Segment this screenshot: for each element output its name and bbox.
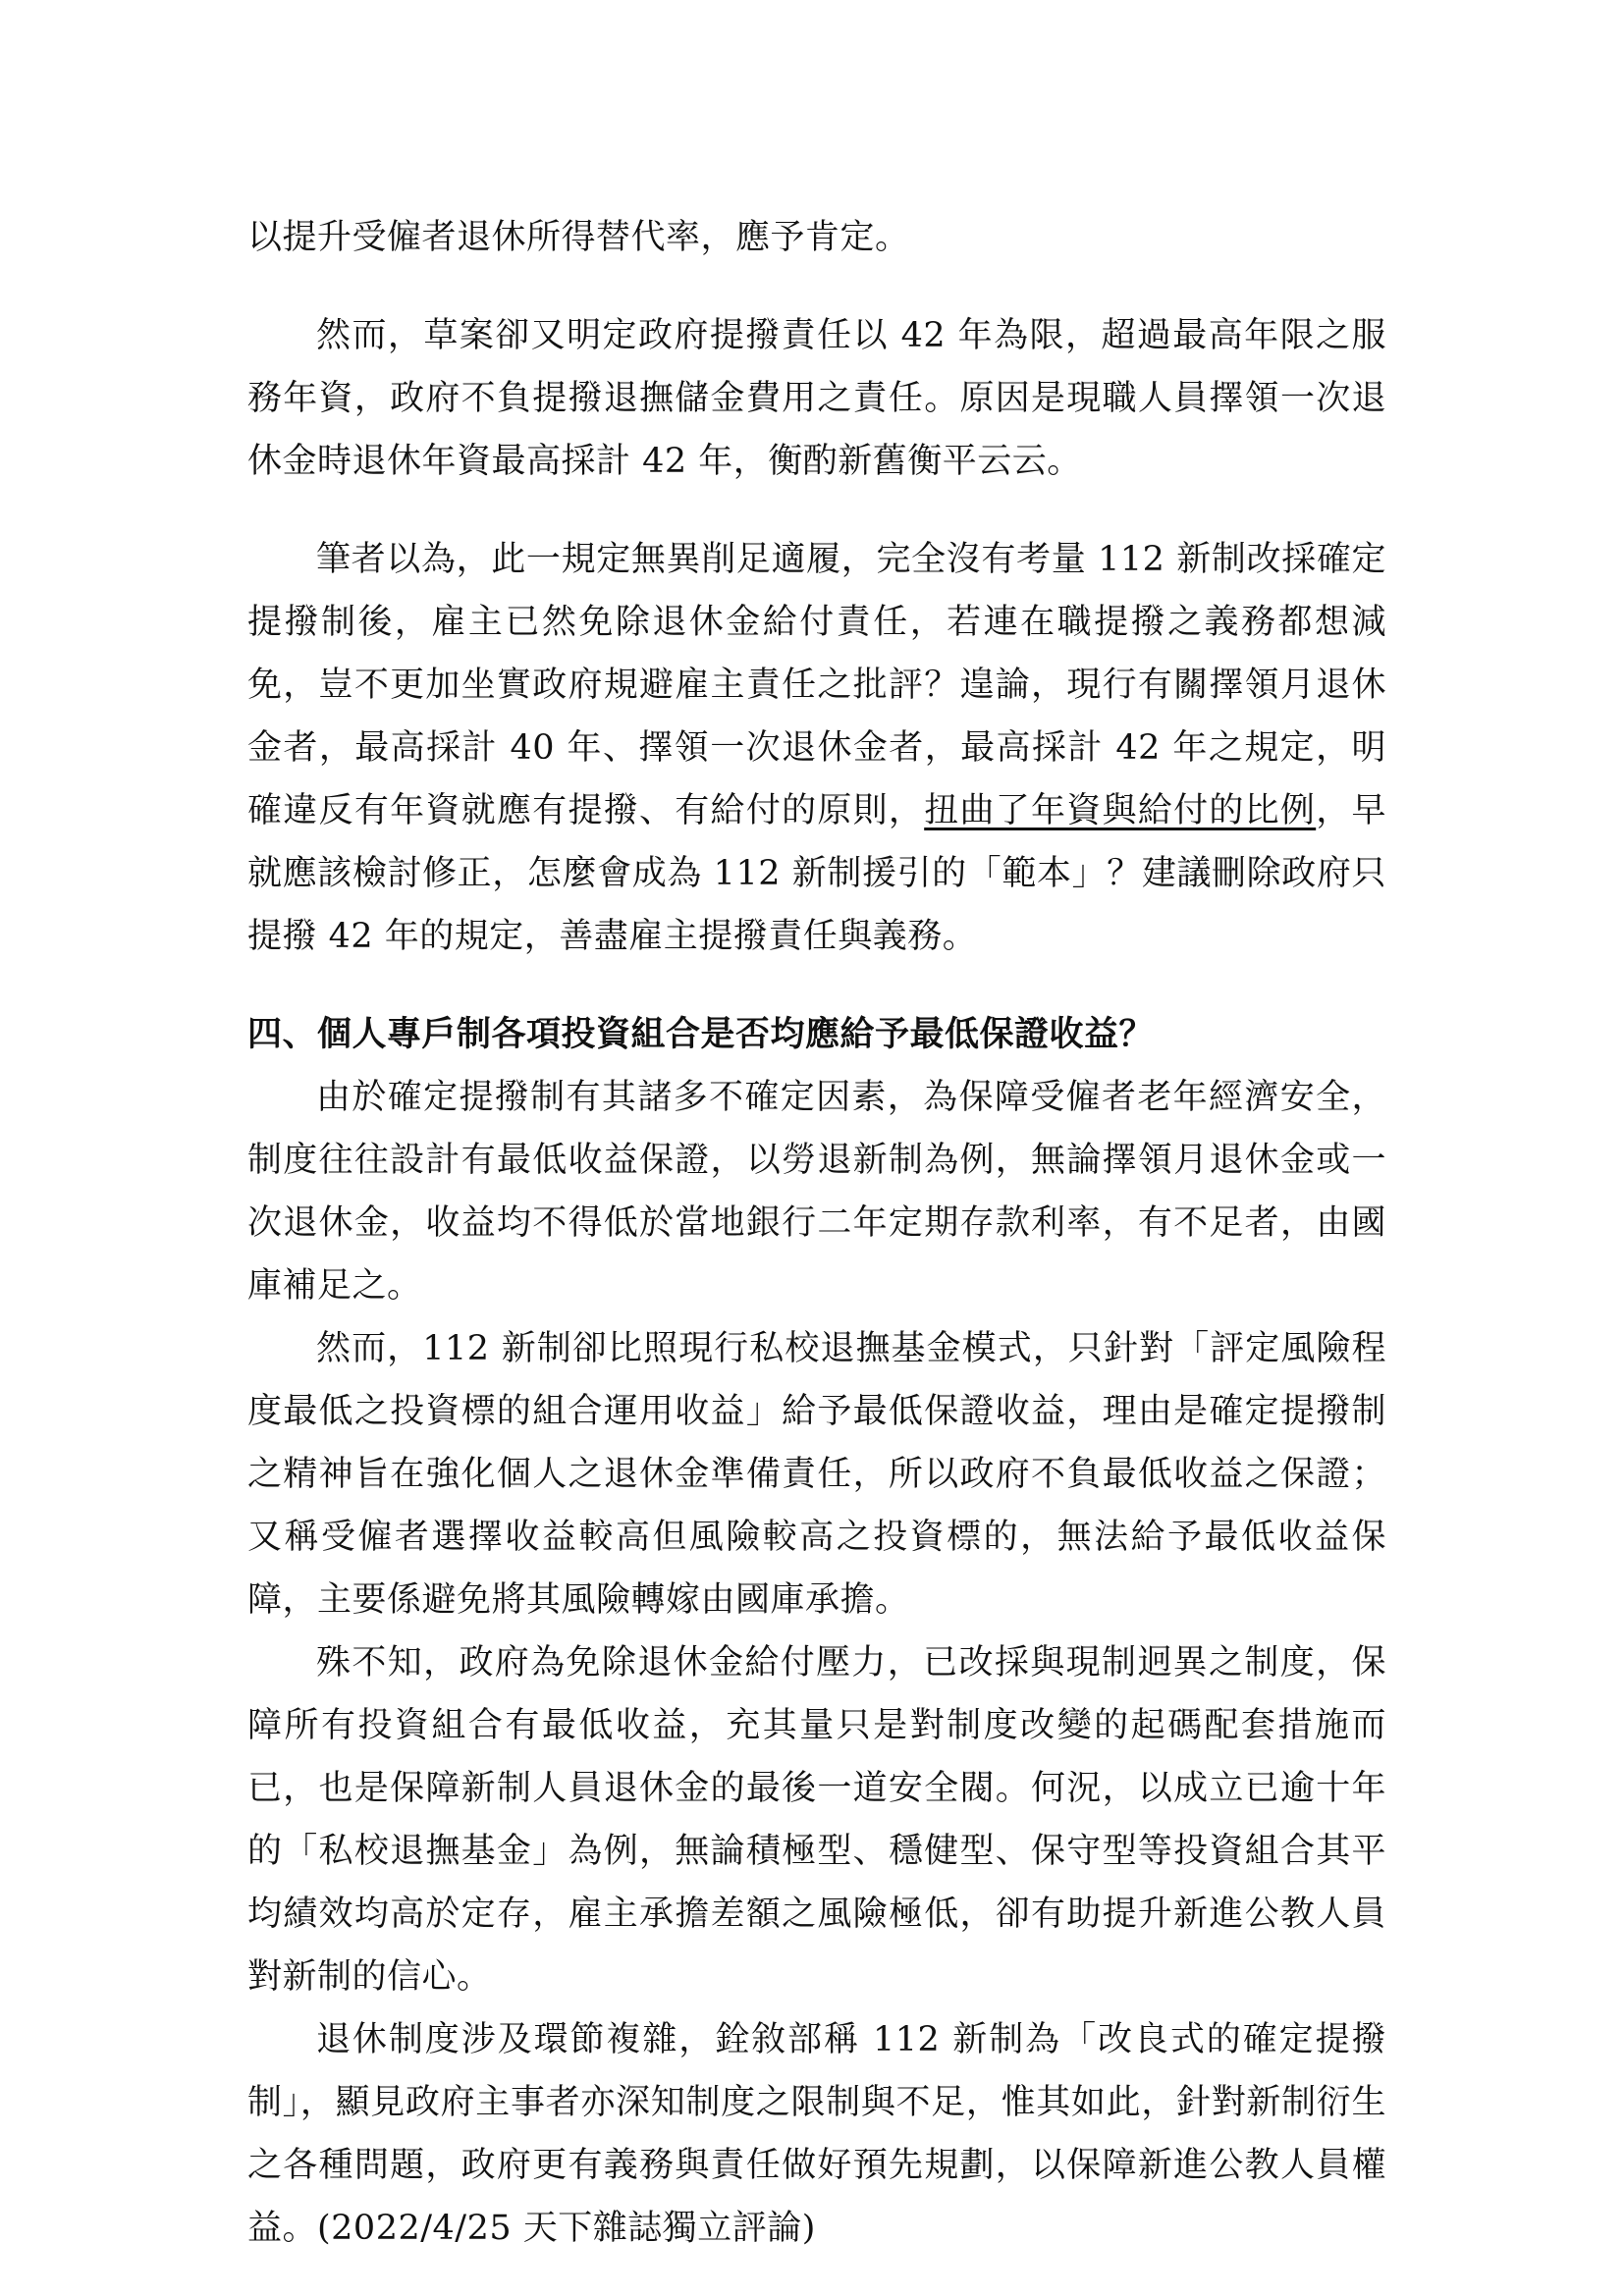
paragraph-author-opinion	[247, 528, 1386, 968]
paragraph-minimum-guarantee: 由於確定提撥制有其諸多不確定因素，為保障受僱者老年經濟安全，制度往往設計有最低收益保證，以勞退新制為例，無論擇領月退休金或一次退休金，收益均不得低於當地銀行二年定期存款利率，有不足者，由國庫補足之。	[247, 1078, 1386, 1306]
paragraph-author-opinion-part1: 筆者以為，此一規定無異削足適履，完全沒有考量 112 新制改採確定提撥制後，雇主已然免除退休金給付責任，若連在職提撥之義務都想減免，豈不更加坐實政府規避雇主責任之批評？遑論，現行有關擇領月退休金者，最高採計 40 年、擇領一次退休金者，最高採計 42 年之規定，明確違反有年資就應有提撥、有給付的原則，	[247, 540, 1386, 830]
document-page	[247, 206, 1386, 2260]
underlined-phrase: 扭曲了年資與給付的比例	[924, 791, 1317, 830]
paragraph-author-opinion-part2: ，早就應該檢討修正，怎麼會成為 112 新制援引的「範本」？建議刪除政府只提撥 42 年的規定，善盡雇主提撥責任與義務。	[247, 791, 1386, 956]
paragraph-safety-valve: 殊不知，政府為免除退休金給付壓力，已改採與現制迥異之制度，保障所有投資組合有最低收益，充其量只是對制度改變的起碼配套措施而已，也是保障新制人員退休金的最後一道安全閥。何況，以成立已逾十年的「私校退撫基金」為例，無論積極型、穩健型、保守型等投資組合其平均績效均高於定存，雇主承擔差額之風險極低，卻有助提升新進公教人員對新制的信心。	[247, 1643, 1386, 1997]
paragraph-new-system-comparison: 然而，112 新制卻比照現行私校退撫基金模式，只針對「評定風險程度最低之投資標的組合運用收益」給予最低保證收益，理由是確定提撥制之精神旨在強化個人之退休金準備責任，所以政府不負最低收益之保證；又稱受僱者選擇收益較高但風險較高之投資標的，無法給予最低收益保障，主要係避免將其風險轉嫁由國庫承擔。	[247, 1329, 1386, 1620]
section-heading-4: 四、個人專戶制各項投資組合是否均應給予最低保證收益？	[247, 1015, 1155, 1054]
paragraph-continuation: 以提升受僱者退休所得替代率，應予肯定。	[247, 218, 910, 257]
paragraph-government-contribution-limit: 然而，草案卻又明定政府提撥責任以 42 年為限，超過最高年限之服務年資，政府不負提撥退撫儲金費用之責任。原因是現職人員擇領一次退休金時退休年資最高採計 42 年，衡酌新舊衡平云云。	[247, 316, 1386, 481]
paragraph-conclusion: 退休制度涉及環節複雜，銓敘部稱 112 新制為「改良式的確定提撥制」，顯見政府主事者亦深知制度之限制與不足，惟其如此，針對新制衍生之各種問題，政府更有義務與責任做好預先規劃，以保障新進公教人員權益。(2022/4/25 天下雜誌獨立評論)	[247, 2020, 1386, 2248]
